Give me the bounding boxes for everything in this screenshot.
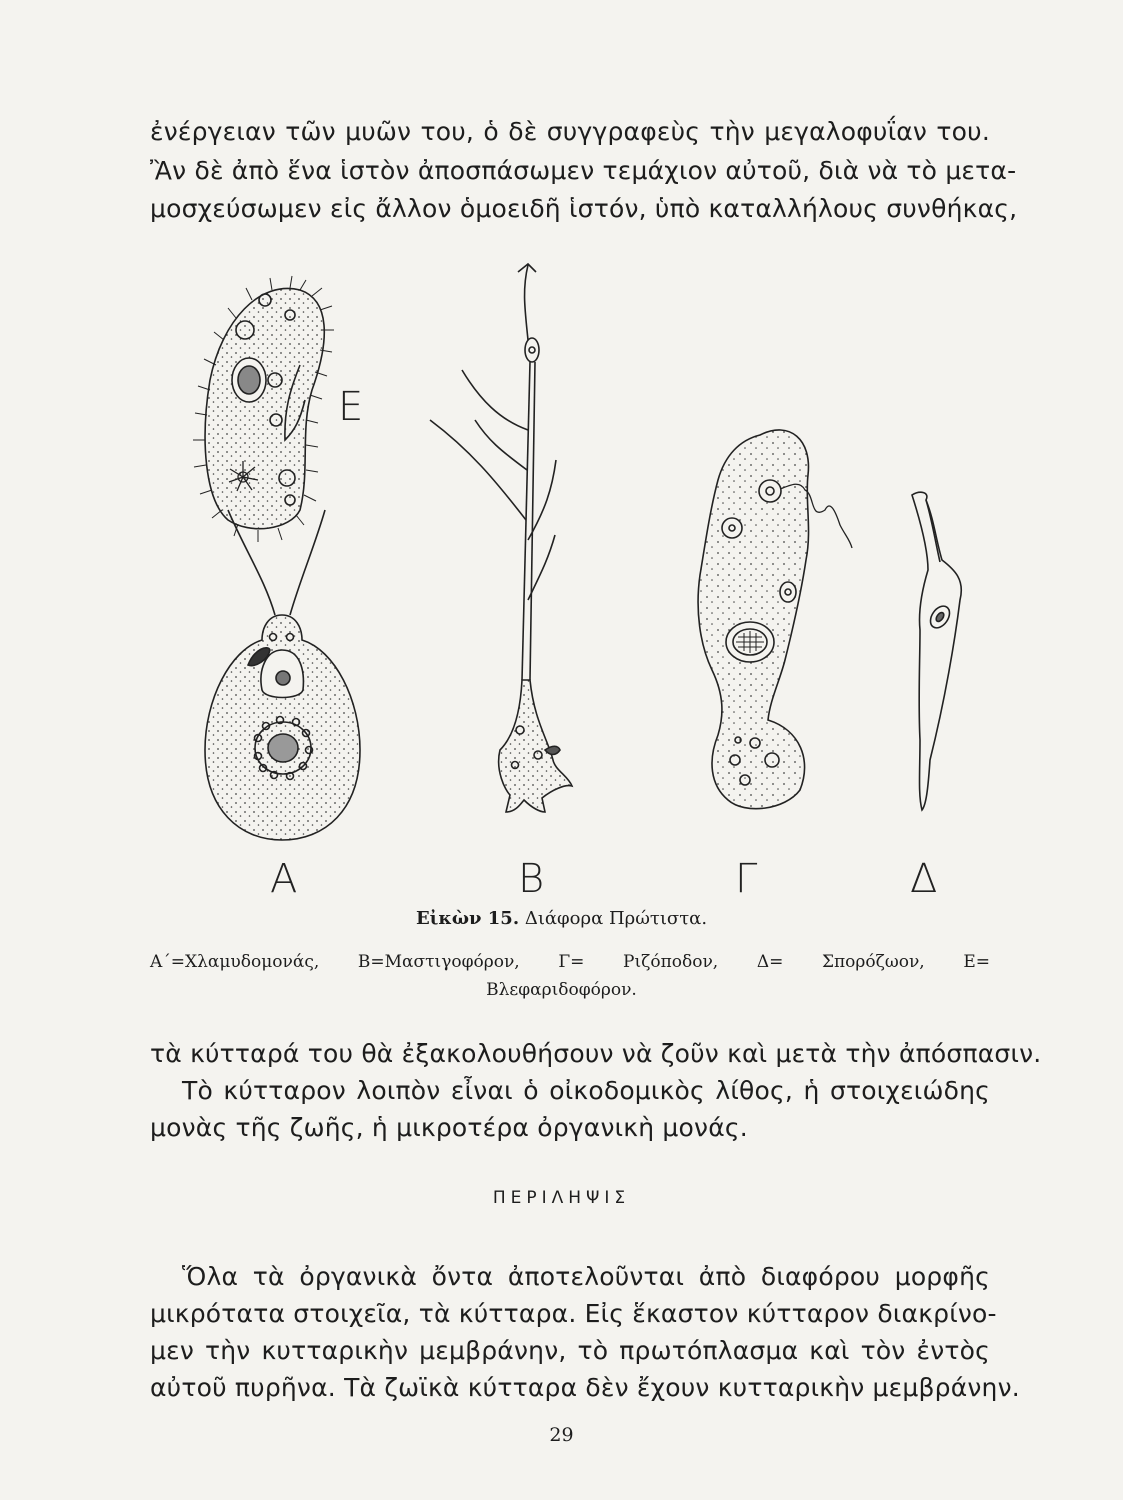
section-heading: ΠΕΡΙΛΗΨΙΣ: [492, 1188, 631, 1208]
page-number: 29: [549, 1424, 574, 1446]
figure-label-a: Α: [270, 856, 298, 902]
summary-line: αὐτοῦ πυρῆνα. Τὰ ζωϊκὰ κύτταρα δὲν ἔχουν κυτταρικὴν μεμβράνην.: [150, 1373, 1020, 1402]
figure-caption-text: Διάφορα Πρώτιστα.: [524, 908, 708, 929]
figure-caption: [0, 908, 1123, 929]
paragraph-line: μοσχεύσωμεν εἰς ἄλλον ὁμοειδῆ ἱστόν, ὑπὸ καταλλήλους συνθήκας,: [150, 194, 1018, 223]
summary-line: Ὅλα τὰ ὀργανικὰ ὄντα ἀποτελοῦνται ἀπὸ διαφόρου μορφῆς: [182, 1262, 990, 1291]
flagellate-drawing: [430, 264, 572, 812]
paragraph-line: ἐνέργειαν τῶν μυῶν του, ὁ δὲ συγγραφεὺς τὴν μεγαλοφυΐαν του.: [150, 117, 990, 146]
paragraph-line: τὰ κύτταρά του θὰ ἐξακολουθήσουν νὰ ζοῦν καὶ μετὰ τὴν ἀπόσπασιν.: [150, 1039, 1042, 1068]
summary-line: μικρότατα στοιχεῖα, τὰ κύτταρα. Εἰς ἕκαστον κύτταρον διακρίνο-: [150, 1299, 997, 1328]
rhizopod-drawing: [698, 430, 852, 809]
chlamydomonas-drawing: [205, 510, 360, 840]
figure-caption-label: Εἰκὼν 15.: [415, 908, 520, 929]
figure-label-e: Ε: [338, 384, 364, 430]
ciliate-drawing: [193, 276, 334, 542]
summary-line: μεν τὴν κυτταρικὴν μεμβράνην, τὸ πρωτόπλασμα καὶ τὸν ἐντὸς: [150, 1336, 990, 1365]
paragraph-line: μονὰς τῆς ζωῆς, ἡ μικροτέρα ὀργανικὴ μονάς.: [150, 1113, 748, 1142]
paragraph-line: Ἂν δὲ ἀπὸ ἕνα ἱστὸν ἀποσπάσωμεν τεμάχιον αὐτοῦ, διὰ νὰ τὸ μετα-: [150, 156, 1017, 185]
paragraph-line: Τὸ κύτταρον λοιπὸν εἶναι ὁ οἰκοδομικὸς λίθος, ἡ στοιχειώδης: [182, 1076, 990, 1105]
sporozoan-drawing: [912, 492, 961, 810]
figure-label-b: Β: [518, 856, 545, 902]
figure-label-g: Γ: [735, 856, 758, 902]
figure-legend-line: Βλεφαριδοφόρον.: [486, 980, 637, 1000]
figure-label-d: Δ: [910, 856, 938, 902]
figure-legend-line: Α΄=Χλαμυδομονάς, Β=Μαστιγοφόρον, Γ= Ριζόποδον, Δ= Σπορόζωον, Ε=: [150, 952, 990, 972]
